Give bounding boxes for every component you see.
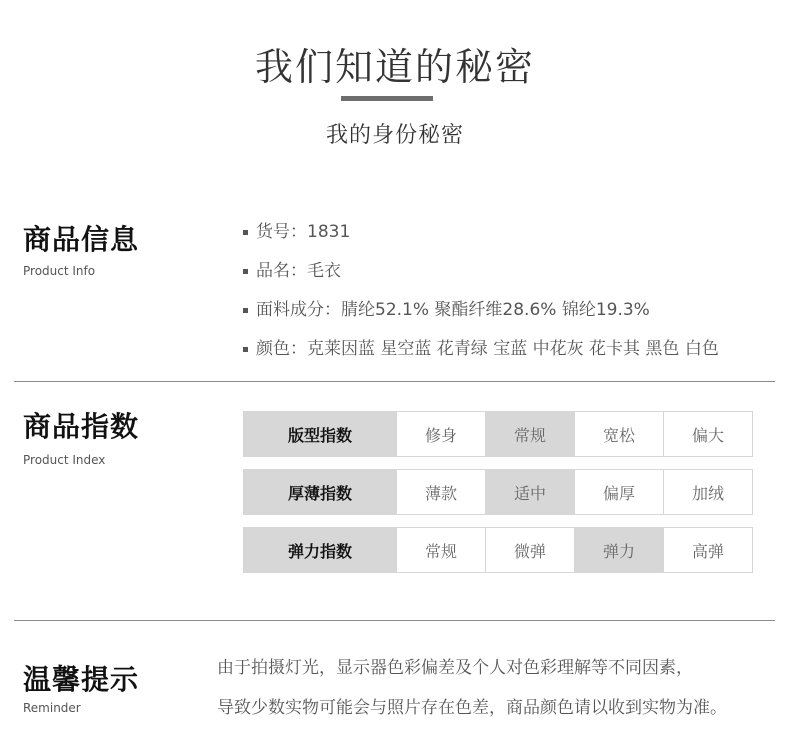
product-info-subtitle: Product Info [23, 264, 96, 278]
product-info-list [243, 218, 719, 374]
info-item-product-name [243, 257, 719, 296]
reminder-text [217, 654, 727, 734]
product-index-table [243, 411, 753, 585]
product-index-title: 商品指数 [23, 410, 140, 443]
reminder-subtitle: Reminder [23, 701, 81, 715]
section-divider [14, 620, 775, 621]
bullet-icon [243, 308, 248, 313]
index-option: 常规 [396, 528, 485, 572]
product-index-subtitle: Product Index [23, 453, 106, 467]
info-item-text: 面料成分：腈纶52.1% 聚酯纤维28.6% 锦纶19.3% [256, 300, 650, 320]
reminder-line: 导致少数实物可能会与照片存在色差，商品颜色请以收到实物为准。 [217, 698, 727, 718]
info-item-item-number [243, 218, 719, 257]
bullet-icon [243, 230, 248, 235]
product-info-title: 商品信息 [23, 223, 140, 256]
index-label: 版型指数 [244, 412, 396, 456]
reminder-line: 由于拍摄灯光，显示器色彩偏差及个人对色彩理解等不同因素， [217, 658, 693, 678]
info-item-text: 货号：1831 [256, 222, 351, 242]
info-item-colors [243, 335, 719, 374]
index-row-elasticity [243, 527, 753, 573]
index-label: 厚薄指数 [244, 470, 396, 514]
index-row-thickness [243, 469, 753, 515]
page-subtitle: 我的身份秘密 [325, 123, 464, 148]
index-option: 修身 [396, 412, 485, 456]
page-title: 我们知道的秘密 [254, 45, 535, 89]
title-underline [341, 96, 433, 101]
index-option: 高弹 [663, 528, 752, 572]
index-option: 加绒 [663, 470, 752, 514]
section-divider [14, 381, 775, 382]
bullet-icon [243, 347, 248, 352]
index-option: 微弹 [485, 528, 574, 572]
index-option: 偏大 [663, 412, 752, 456]
index-option: 薄款 [396, 470, 485, 514]
index-option: 弹力 [574, 528, 663, 572]
info-item-text: 颜色：克莱因蓝 星空蓝 花青绿 宝蓝 中花灰 花卡其 黑色 白色 [256, 339, 719, 359]
index-option: 宽松 [574, 412, 663, 456]
index-row-fit [243, 411, 753, 457]
index-option: 偏厚 [574, 470, 663, 514]
reminder-title: 温馨提示 [23, 663, 140, 696]
index-label: 弹力指数 [244, 528, 396, 572]
bullet-icon [243, 269, 248, 274]
info-item-fabric [243, 296, 719, 335]
index-option: 适中 [485, 470, 574, 514]
info-item-text: 品名：毛衣 [256, 261, 341, 281]
index-option: 常规 [485, 412, 574, 456]
